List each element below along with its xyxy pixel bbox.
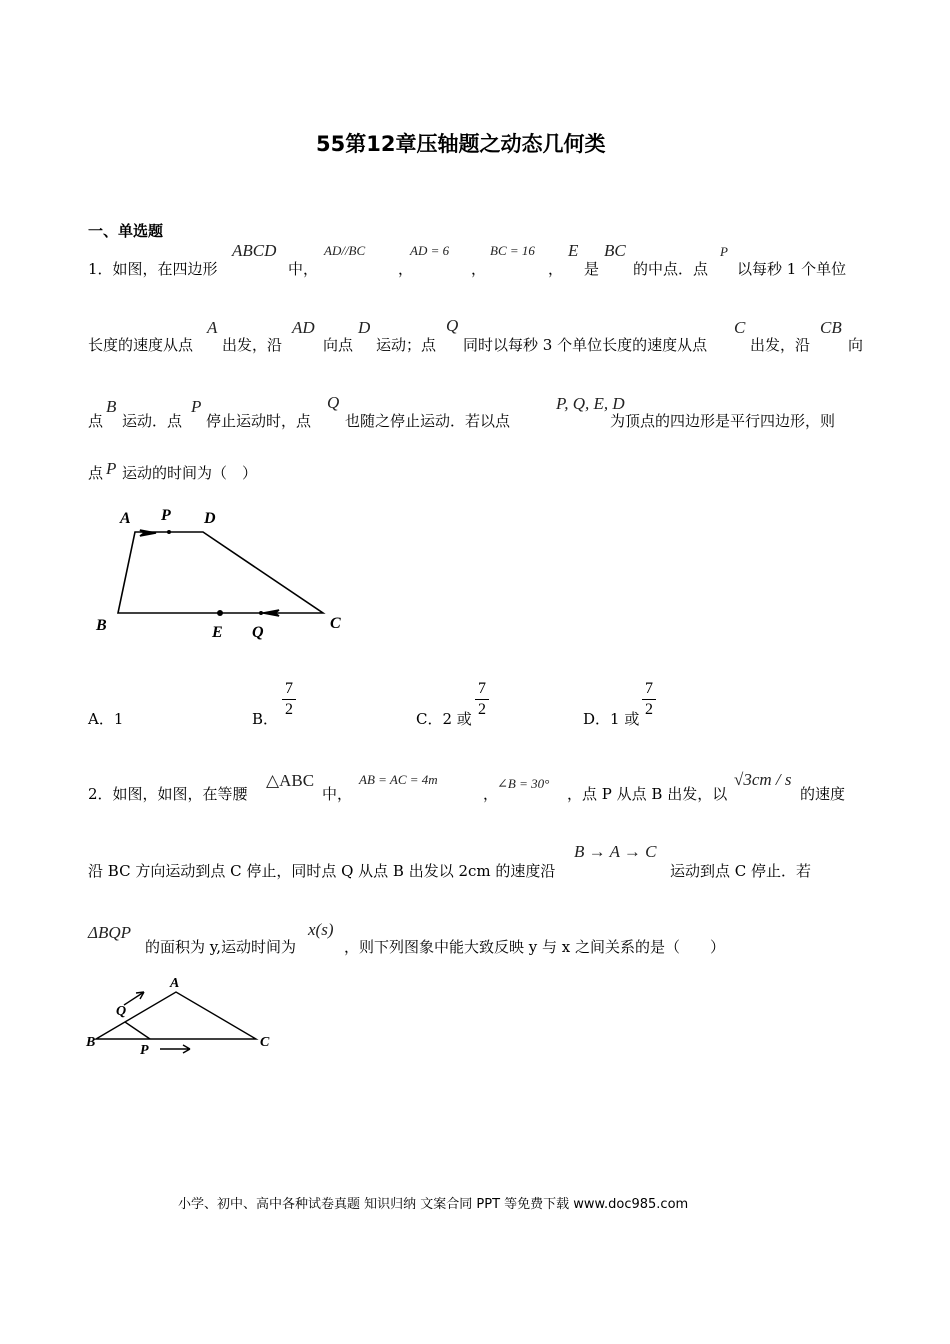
- trapezoid-figure: [90, 500, 360, 650]
- label-a: A: [170, 976, 180, 991]
- label-q: Q: [116, 1004, 127, 1019]
- q1-math: P: [720, 244, 728, 259]
- trapezoid-outline: [118, 532, 323, 613]
- q2-math: △ABC: [266, 771, 315, 790]
- q1-math: AD//BC: [324, 243, 366, 258]
- q2-text: ，则下列图象中能大致反映 y 与 x 之间关系的是（ ）: [344, 938, 726, 956]
- q1-text: 是: [584, 260, 600, 278]
- q2-text: 2．如图，如图，在等腰: [88, 785, 248, 803]
- section-heading: 一、单选题: [88, 222, 164, 240]
- option-b[interactable]: B．: [252, 710, 279, 728]
- page-footer: 小学、初中、高中各种试卷真题 知识归纳 文案合同 PPT 等免费下载 www.doc985.com: [178, 1197, 689, 1212]
- fraction-seven-halves: 7 2: [642, 680, 656, 719]
- q1-text: 向: [848, 336, 864, 354]
- q1-text: 出发，沿: [750, 336, 811, 354]
- q1-text: ，: [398, 260, 414, 278]
- q2-text: ，: [483, 785, 499, 803]
- q1-math: D: [358, 318, 371, 337]
- option-c[interactable]: C．2 或: [416, 710, 472, 728]
- q1-math: P, Q, E, D: [556, 394, 625, 413]
- q1-text: 也随之停止运动．若以点: [345, 412, 511, 430]
- q2-math: √3cm / s: [734, 770, 792, 789]
- q1-math: B: [106, 397, 117, 416]
- q2-text: 中，: [322, 785, 353, 803]
- point-q: [259, 611, 263, 615]
- option-d[interactable]: D．1 或: [583, 710, 640, 728]
- q2-math: ΔBQP: [88, 923, 132, 942]
- q1-text: 为顶点的四边形是平行四边形，则: [610, 412, 836, 430]
- q2-math: B → A → C: [574, 842, 657, 861]
- q1-text: 运动；点: [376, 336, 437, 354]
- q1-text: 向点: [323, 336, 354, 354]
- label-c: C: [330, 615, 341, 632]
- q1-math: P: [106, 459, 117, 478]
- q2-math: AB = AC = 4m: [359, 772, 438, 787]
- page-title: 55第12章压轴题之动态几何类: [316, 132, 606, 156]
- q1-math: C: [734, 318, 746, 337]
- q1-math: ABCD: [232, 241, 277, 260]
- q1-text: 长度的速度从点: [88, 336, 194, 354]
- label-b: B: [96, 617, 107, 634]
- segment-qp: [125, 1022, 150, 1039]
- q1-text: 中，: [288, 260, 319, 278]
- label-c: C: [260, 1035, 270, 1050]
- triangle-figure: [84, 972, 284, 1062]
- q1-text: 点: [88, 412, 104, 430]
- q2-text: 运动到点 C 停止．若: [670, 862, 812, 880]
- q2-text: 的速度: [800, 785, 846, 803]
- q1-text: 同时以每秒 3 个单位长度的速度从点: [463, 336, 708, 354]
- q1-text: ，: [471, 260, 487, 278]
- label-d: D: [204, 510, 216, 527]
- q1-text: ，: [548, 260, 564, 278]
- q1-text: 运动的时间为（ ）: [122, 464, 258, 482]
- q1-math: CB: [820, 318, 842, 337]
- q1-math: E: [568, 241, 579, 260]
- p-arrow-head: [140, 530, 156, 536]
- q2-math: ∠B = 30°: [497, 776, 550, 791]
- q1-text: 出发，沿: [222, 336, 283, 354]
- q1-math: Q: [327, 393, 340, 412]
- fraction-seven-halves: 7 2: [475, 680, 489, 719]
- point-p: [167, 530, 171, 534]
- q1-math: A: [207, 318, 218, 337]
- q1-math: AD: [292, 318, 315, 337]
- q1-text: 点: [88, 464, 104, 482]
- fraction-seven-halves: 7 2: [282, 680, 296, 719]
- option-a[interactable]: A．1: [88, 710, 124, 728]
- p-direction-arrow-icon: [160, 1045, 190, 1053]
- q2-math: x(s): [308, 920, 334, 939]
- point-e: [217, 610, 223, 616]
- q2-text: ，点 P 从点 B 出发，以: [567, 785, 728, 803]
- q1-math: AD = 6: [410, 243, 450, 258]
- q1-text: 以每秒 1 个单位: [737, 260, 847, 278]
- q2-text: 沿 BC 方向运动到点 C 停止，同时点 Q 从点 B 出发以 2cm 的速度沿: [88, 862, 556, 880]
- q1-math: BC = 16: [490, 243, 535, 258]
- q1-math: P: [191, 397, 202, 416]
- q1-text: 运动．点: [122, 412, 183, 430]
- q1-math: BC: [604, 241, 626, 260]
- label-a: A: [120, 510, 131, 527]
- q1-text: 1．如图，在四边形: [88, 260, 218, 278]
- q-direction-arrow-icon: [124, 992, 144, 1005]
- label-p: P: [161, 507, 171, 524]
- label-p: P: [140, 1043, 149, 1058]
- label-q: Q: [252, 624, 264, 641]
- q1-text: 的中点．点: [633, 260, 709, 278]
- label-b: B: [86, 1035, 96, 1050]
- label-e: E: [212, 624, 223, 641]
- q2-text: 的面积为 y,运动时间为: [145, 938, 297, 956]
- q1-text: 停止运动时，点: [206, 412, 312, 430]
- q1-math: Q: [446, 316, 459, 335]
